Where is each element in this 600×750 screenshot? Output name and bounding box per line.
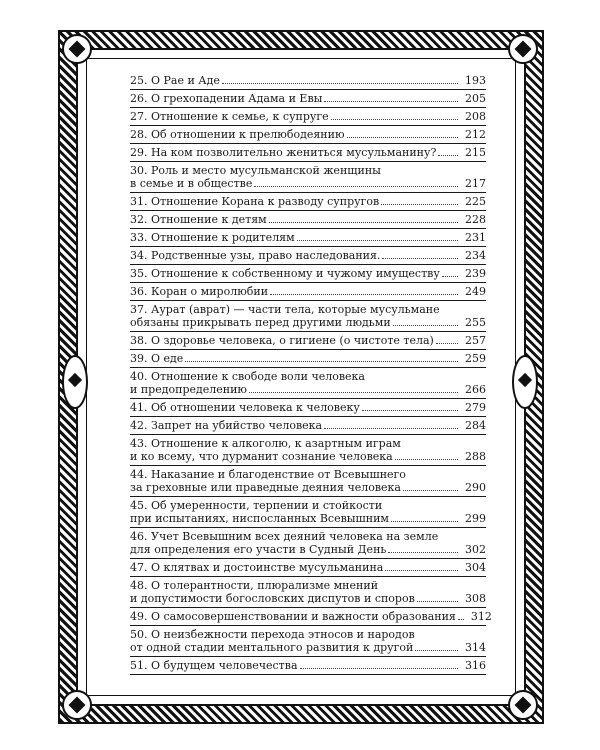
dot-leader [331, 119, 458, 120]
entry-divider [130, 527, 486, 528]
toc-entry[interactable] [130, 231, 486, 244]
toc-entry[interactable] [130, 128, 486, 141]
toc-entry[interactable] [130, 628, 486, 654]
table-of-contents [130, 74, 492, 677]
entry-divider [130, 228, 486, 229]
toc-entry-title: и ко всему, что дурманит сознание человека [130, 450, 393, 463]
toc-page-number: 225 [465, 195, 486, 208]
dot-leader [415, 650, 458, 651]
side-ornament-icon [512, 355, 538, 409]
corner-ornament-icon [62, 690, 92, 720]
toc-entry-title: 44. Наказание и благоденствие от Всевышнего [130, 468, 406, 481]
toc-entry-title: в семье и в обществе [130, 177, 253, 190]
toc-entry-title: 39. О еде [130, 352, 184, 365]
toc-entry-title: от одной стадии ментального развития к другой [130, 641, 414, 654]
toc-page-number: 228 [465, 213, 486, 226]
toc-page-number: 266 [465, 383, 486, 396]
toc-entry-title: 36. Коран о миролюбии [130, 285, 269, 298]
toc-entry-title: и допустимости богословских диспутов и споров [130, 592, 415, 605]
dot-leader [300, 668, 458, 669]
toc-entry[interactable] [130, 370, 486, 396]
toc-entry-title: обязаны прикрывать перед другими людьми [130, 316, 391, 329]
toc-entry[interactable] [130, 146, 486, 159]
toc-page-number: 231 [465, 231, 486, 244]
toc-entry-title: 46. Учет Всевышним всех деяний человека на земле [130, 530, 439, 543]
toc-page-number: 212 [465, 128, 486, 141]
toc-entry-title: 47. О клятвах и достоинстве мусульманина [130, 561, 384, 574]
toc-entry[interactable] [130, 659, 486, 672]
toc-entry-title: 35. Отношение к собственному и чужому имуществу [130, 267, 440, 280]
toc-page-number: 249 [465, 285, 486, 298]
toc-page-number: 304 [465, 561, 486, 574]
toc-page-number: 208 [465, 110, 486, 123]
dot-leader [324, 101, 458, 102]
toc-entry-title: 49. О самосовершенствовании и важности образования [130, 610, 456, 623]
toc-page-number: 299 [465, 512, 486, 525]
toc-entry[interactable] [130, 267, 486, 280]
entry-divider [130, 107, 486, 108]
entry-divider [130, 125, 486, 126]
toc-entry-title: для определения его участи в Судный День [130, 543, 387, 556]
dot-leader [391, 521, 458, 522]
toc-entry[interactable] [130, 249, 486, 262]
toc-page-number: 316 [465, 659, 486, 672]
toc-entry[interactable] [130, 579, 486, 605]
dot-leader [269, 222, 458, 223]
entry-divider [130, 300, 486, 301]
toc-page-number: 308 [465, 592, 486, 605]
dot-leader [222, 83, 458, 84]
toc-page-number: 217 [465, 177, 486, 190]
dot-leader [388, 552, 458, 553]
dot-leader [249, 392, 458, 393]
toc-entry-title: 51. О будущем человечества [130, 659, 298, 672]
toc-page-number: 314 [465, 641, 486, 654]
toc-page-number: 255 [465, 316, 486, 329]
dot-leader [442, 276, 458, 277]
entry-divider [130, 674, 486, 675]
entry-divider [130, 398, 486, 399]
dot-leader [270, 294, 458, 295]
toc-entry[interactable] [130, 401, 486, 414]
entry-divider [130, 465, 486, 466]
toc-entry[interactable] [130, 499, 486, 525]
toc-entry-title: 34. Родственные узы, право наследования. [130, 249, 381, 262]
toc-page-number: 234 [465, 249, 486, 262]
toc-page-number: 239 [465, 267, 486, 280]
toc-entry[interactable] [130, 419, 486, 432]
dot-leader [458, 619, 464, 620]
toc-entry-title: 28. Об отношении к прелюбодеянию [130, 128, 345, 141]
dot-leader [381, 204, 458, 205]
toc-page-number: 288 [465, 450, 486, 463]
toc-page-number: 215 [465, 146, 486, 159]
entry-divider [130, 625, 486, 626]
toc-entry-title: 43. Отношение к алкоголю, к азартным играм [130, 437, 401, 450]
toc-entry-title: 32. Отношение к детям [130, 213, 267, 226]
entry-divider [130, 607, 486, 608]
toc-page-number: 205 [465, 92, 486, 105]
toc-page-number: 259 [465, 352, 486, 365]
toc-entry-title: 26. О грехопадении Адама и Евы [130, 92, 323, 105]
entry-divider [130, 282, 486, 283]
corner-ornament-icon [62, 34, 92, 64]
toc-entry[interactable] [130, 530, 486, 556]
dot-leader [393, 325, 458, 326]
toc-page-number: 193 [465, 74, 486, 87]
corner-ornament-icon [508, 690, 538, 720]
toc-entry[interactable] [130, 610, 492, 623]
toc-entry-title: 50. О неизбежности перехода этносов и народов [130, 628, 415, 641]
toc-page-number: 302 [465, 543, 486, 556]
toc-entry-title: при испытаниях, ниспосланных Всевышним [130, 512, 389, 525]
toc-entry[interactable] [130, 195, 486, 208]
toc-entry-title: за греховные или праведные деяния человека [130, 481, 401, 494]
entry-divider [130, 143, 486, 144]
toc-page-number: 279 [465, 401, 486, 414]
dot-leader [403, 490, 458, 491]
toc-entry[interactable] [130, 468, 486, 494]
toc-entry-title: 25. О Рае и Аде [130, 74, 220, 87]
entry-divider [130, 349, 486, 350]
dot-leader [185, 361, 458, 362]
toc-entry-title: 31. Отношение Корана к разводу супругов [130, 195, 380, 208]
toc-entry-title: 30. Роль и место мусульманской женщины [130, 164, 381, 177]
toc-entry[interactable] [130, 303, 486, 329]
toc-entry-title: и предопределению [130, 383, 248, 396]
entry-divider [130, 558, 486, 559]
toc-entry[interactable] [130, 92, 486, 105]
entry-divider [130, 89, 486, 90]
entry-divider [130, 496, 486, 497]
dot-leader [254, 186, 458, 187]
entry-divider [130, 416, 486, 417]
entry-divider [130, 656, 486, 657]
entry-divider [130, 192, 486, 193]
dot-leader [297, 240, 458, 241]
side-ornament-icon [62, 355, 88, 409]
entry-divider [130, 264, 486, 265]
dot-leader [382, 258, 458, 259]
toc-entry-title: 45. Об умеренности, терпении и стойкости [130, 499, 383, 512]
toc-entry[interactable] [130, 334, 486, 347]
entry-divider [130, 331, 486, 332]
toc-page-number: 257 [465, 334, 486, 347]
dot-leader [436, 343, 458, 344]
toc-entry-title: 48. О толерантности, плюрализме мнений [130, 579, 379, 592]
entry-divider [130, 161, 486, 162]
toc-entry[interactable] [130, 437, 486, 463]
toc-entry[interactable] [130, 74, 486, 87]
toc-entry-title: 38. О здоровье человека, о гигиене (о чистоте тела) [130, 334, 434, 347]
dot-leader [395, 459, 458, 460]
toc-entry-title: 41. Об отношении человека к человеку [130, 401, 360, 414]
toc-page-number: 284 [465, 419, 486, 432]
dot-leader [438, 155, 458, 156]
toc-entry[interactable] [130, 285, 486, 298]
dot-leader [324, 428, 458, 429]
entry-divider [130, 367, 486, 368]
toc-entry-title: 33. Отношение к родителям [130, 231, 295, 244]
entry-divider [130, 246, 486, 247]
toc-page-number: 312 [470, 610, 492, 623]
toc-page-number: 290 [465, 481, 486, 494]
toc-entry[interactable] [130, 110, 486, 123]
toc-entry-title: 27. Отношение к семье, к супруге [130, 110, 329, 123]
toc-entry-title: 42. Запрет на убийство человека [130, 419, 323, 432]
dot-leader [417, 601, 458, 602]
toc-entry[interactable] [130, 213, 486, 226]
toc-entry-title: 40. Отношение к свободе воли человека [130, 370, 365, 383]
dot-leader [347, 137, 458, 138]
dot-leader [385, 570, 458, 571]
toc-entry[interactable] [130, 561, 486, 574]
toc-entry[interactable] [130, 352, 486, 365]
toc-entry[interactable] [130, 164, 486, 190]
toc-entry-title: 29. На ком позволительно жениться мусульманину? [130, 146, 437, 159]
entry-divider [130, 434, 486, 435]
toc-entry-title: 37. Аурат (аврат) — части тела, которые мусульмане [130, 303, 440, 316]
dot-leader [362, 410, 458, 411]
entry-divider [130, 210, 486, 211]
corner-ornament-icon [508, 34, 538, 64]
entry-divider [130, 576, 486, 577]
